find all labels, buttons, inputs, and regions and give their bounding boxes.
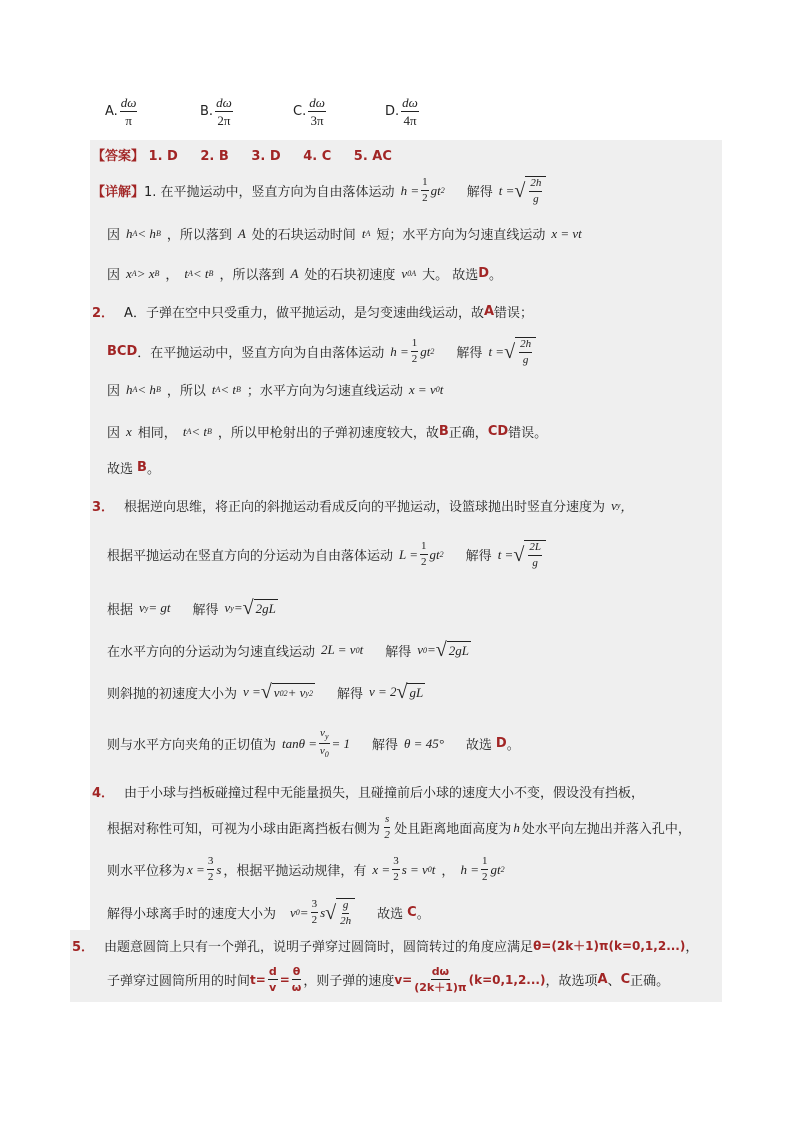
q1-line-2 xyxy=(107,224,588,243)
text: ， xyxy=(685,940,699,955)
text: 根据 xyxy=(107,602,134,618)
text: 解得 xyxy=(385,644,412,660)
text: 正确。 xyxy=(630,974,670,989)
detail-label: 【详解】 xyxy=(92,185,145,200)
q4-line-4 xyxy=(107,898,430,927)
formula: t = √ $\frac{2h}{g}$ xyxy=(488,337,536,366)
option-fraction: $\frac{d\omega}{\pi}$ xyxy=(120,95,137,128)
text: 。 xyxy=(416,907,430,922)
text: ．在平抛运动中，竖直方向为自由落体运动 xyxy=(137,346,385,361)
text: 因 xyxy=(107,268,121,283)
formula: = xyxy=(279,972,290,987)
text: 解得 xyxy=(372,738,399,753)
formula: t = √ $\frac{2L}{g}$ xyxy=(498,540,546,569)
text: 根据逆向思维，将正向的斜抛运动看成反向的平抛运动，设篮球抛出时竖直分速度为 xyxy=(124,500,606,515)
formula: h A < h B xyxy=(126,381,161,397)
formula: v 0 = √ 2gL xyxy=(417,639,469,661)
answer-item: 3. D xyxy=(251,149,281,164)
formula: t A xyxy=(361,225,371,241)
question-number: 2． xyxy=(92,306,115,321)
option-letter: D. xyxy=(385,104,400,119)
text: 错误。 xyxy=(508,426,548,441)
q3-line-1 xyxy=(92,496,639,515)
text: ， xyxy=(441,864,455,879)
answer-item: 5. AC xyxy=(353,149,392,164)
option-c xyxy=(293,96,328,127)
text: 故选 xyxy=(465,738,492,753)
formula: x xyxy=(126,423,132,439)
text: 根据对称性可知，可视为小球由距离挡板右侧为 xyxy=(107,822,381,837)
formula: t A < t B xyxy=(211,381,241,397)
text: ，则子弹的速度 xyxy=(303,974,395,989)
text: 解得 xyxy=(465,549,492,564)
text: 解得 xyxy=(466,185,493,200)
formula: t A < t B xyxy=(182,423,212,439)
option-letter: C. xyxy=(293,104,307,119)
text: 处且距离地面高度为 xyxy=(394,822,512,837)
text: BCD xyxy=(107,344,138,359)
text: 解得 xyxy=(192,602,219,618)
formula: v 0A xyxy=(401,265,417,281)
text: 故选 xyxy=(107,462,134,477)
text: CD xyxy=(487,424,509,439)
formula: v= xyxy=(394,972,413,987)
formula: v y ， xyxy=(611,497,634,514)
answer-item: 2. B xyxy=(200,149,229,164)
q5-line-2 xyxy=(107,966,669,993)
q2-line-1 xyxy=(92,302,533,321)
formula: t= xyxy=(250,972,266,987)
text: B xyxy=(137,460,147,475)
option-letter: B. xyxy=(200,104,214,119)
answer-label: 【答案】 xyxy=(92,149,145,164)
text: 则与水平方向夹角的正切值为 xyxy=(107,738,277,753)
text: D xyxy=(495,736,507,751)
formula: h A < h B xyxy=(126,225,161,241)
text: 。 xyxy=(489,268,503,283)
text: A xyxy=(483,304,495,319)
text: 则水平位移为 xyxy=(107,864,186,879)
q1-line-3 xyxy=(107,264,502,283)
question-number: 3． xyxy=(92,500,115,515)
option-fraction: $\frac{d\omega}{2\pi}$ xyxy=(216,95,232,128)
text: 由题意圆筒上只有一个弹孔，说明子弹穿过圆筒时，圆筒转过的角度应满足 xyxy=(104,940,534,955)
text: 。 xyxy=(506,738,520,753)
text: 在水平方向的分运动为匀速直线运动 xyxy=(107,644,316,660)
formula: h = $\frac{1}{2}$ gt 2 xyxy=(460,855,505,883)
q2-line-4 xyxy=(107,422,547,441)
text: 正确， xyxy=(448,426,488,441)
formula: A xyxy=(237,225,246,241)
formula: v = 2 √ gL xyxy=(368,681,424,703)
text: ；水平方向为匀速直线运动 xyxy=(246,384,403,399)
formula: v y = gt xyxy=(139,600,171,615)
option-fraction: $\frac{d\omega}{3\pi}$ xyxy=(309,95,325,128)
q3-line-4 xyxy=(107,640,477,660)
formula: x = $\frac{3}{2}$ s xyxy=(187,855,222,883)
q2-line-5 xyxy=(107,458,160,477)
q3-line-5 xyxy=(107,682,431,702)
text: A．子弹在空中只受重力，做平抛运动，是匀变速曲线运动，故 xyxy=(124,306,484,321)
text: 根据平抛运动在竖直方向的分运动为自由落体运动 xyxy=(107,549,394,564)
text: ，所以 xyxy=(166,384,206,399)
text: 因 xyxy=(107,384,121,399)
formula: h = $\frac{1}{2}$ gt 2 xyxy=(390,337,435,365)
formula: $\frac{\theta}{\omega}$ xyxy=(291,965,302,994)
text: ，故选项 xyxy=(545,974,598,989)
question-number: 4． xyxy=(92,786,115,801)
formula: v y = √ 2gL xyxy=(224,597,276,619)
text: 处水平向左抛出并落入孔中， xyxy=(521,822,691,837)
text: ， xyxy=(165,268,179,283)
q3-line-3 xyxy=(107,598,284,618)
formula: h = $\frac{1}{2}$ gt 2 xyxy=(400,176,445,204)
option-fraction: $\frac{d\omega}{4\pi}$ xyxy=(402,95,418,128)
option-a xyxy=(105,96,139,127)
formula: x = vt xyxy=(551,225,582,241)
formula: L = $\frac{1}{2}$ gt 2 xyxy=(399,540,444,568)
formula: (k=0,1,2...) xyxy=(468,972,546,987)
option-letter: A. xyxy=(105,104,118,119)
q5-line-1 xyxy=(72,936,698,955)
formula: x = $\frac{3}{2}$ s = v 0 t xyxy=(372,855,436,883)
text: 解得 xyxy=(336,686,363,702)
q3-line-6 xyxy=(107,728,520,759)
text: ，根据平抛运动规律，有 xyxy=(223,864,367,879)
text: 解得 xyxy=(456,346,483,361)
q3-line-2 xyxy=(107,540,552,569)
formula: t = √ $\frac{2h}{g}$ xyxy=(499,176,547,205)
answer-line xyxy=(92,145,392,164)
text: ，所以甲枪射出的子弹初速度较大，故 xyxy=(217,426,439,441)
text: 子弹穿过圆筒所用的时间 xyxy=(107,974,251,989)
text: 处的石块运动时间 xyxy=(251,228,356,243)
text: 因 xyxy=(107,426,121,441)
text: ，所以落到 xyxy=(166,228,232,243)
q4-line-3 xyxy=(107,856,511,883)
text: ，所以落到 xyxy=(219,268,285,283)
answer-item: 1. D xyxy=(148,149,178,164)
formula: x = v 0 t xyxy=(408,381,444,397)
text: 因 xyxy=(107,228,121,243)
text: D xyxy=(478,266,490,281)
question-number: 5． xyxy=(72,940,95,955)
text: 由于小球与挡板碰撞过程中无能量损失，且碰撞前后小球的速度大小不变，假设没有挡板， xyxy=(124,786,645,801)
q2-line-2 xyxy=(107,337,542,366)
text: 、 xyxy=(607,974,621,989)
formula: θ = 45° xyxy=(404,735,444,751)
text: A xyxy=(597,972,608,987)
text: 1. 在平抛运动中，竖直方向为自由落体运动 xyxy=(144,185,395,200)
text: B xyxy=(438,424,449,439)
text: 。 xyxy=(146,462,160,477)
formula: v 0 = $\frac{3}{2}$ s √ $\frac{g}{2h}$ xyxy=(290,898,355,927)
formula: 2L = v 0 t xyxy=(321,642,364,657)
text: 短；水平方向为匀速直线运动 xyxy=(376,228,546,243)
formula: $\frac{s}{2}$ xyxy=(384,813,390,841)
formula: v = √ v 0 2 + v y 2 xyxy=(243,681,313,703)
text: 错误； xyxy=(494,306,534,321)
answer-item: 4. C xyxy=(303,149,332,164)
text: 故选 xyxy=(377,907,404,922)
text: 大。 故选 xyxy=(422,268,479,283)
q4-line-2 xyxy=(107,814,691,841)
formula: x A > x B xyxy=(126,265,160,281)
text: 处的石块初速度 xyxy=(304,268,396,283)
text: C xyxy=(407,905,417,920)
option-d xyxy=(385,96,421,127)
formula: h xyxy=(513,819,520,835)
text: 相同， xyxy=(137,426,177,441)
formula: $\frac{d}{v}$ xyxy=(268,965,277,994)
solution-background xyxy=(90,140,722,930)
q1-line-1 xyxy=(92,176,552,205)
q4-line-1 xyxy=(92,782,644,801)
option-b xyxy=(200,96,235,127)
formula: t A < t B xyxy=(184,265,214,281)
text: C xyxy=(620,972,631,987)
text: 则斜抛的初速度大小为 xyxy=(107,686,238,702)
formula: tanθ = $\frac{v_y}{v_0}$ = 1 xyxy=(282,727,351,759)
formula: $\frac{d\omega}{(2k+1)\pi}$ xyxy=(414,965,467,994)
text: 解得小球离手时的速度大小为 xyxy=(107,907,277,922)
formula: θ=(2k＋1)π(k=0,1,2...) xyxy=(533,939,686,953)
formula: A xyxy=(290,265,299,281)
q2-line-3 xyxy=(107,380,449,399)
